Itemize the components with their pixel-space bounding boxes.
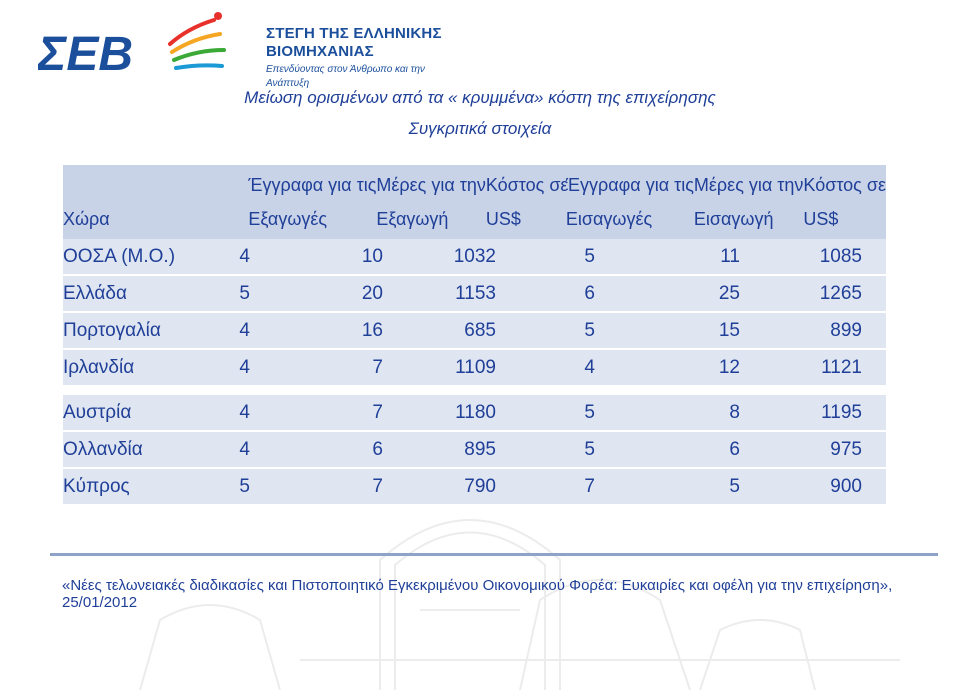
cell-value: 12: [718, 356, 740, 378]
seb-logo-mark: [38, 8, 238, 80]
cell-value: 5: [584, 319, 595, 341]
header-export-documents: Έγγραφα για τις Εξαγωγές: [248, 175, 377, 229]
cell-value: 685: [464, 319, 496, 341]
cell-value: 1032: [453, 245, 496, 267]
cell-value: 5: [584, 438, 595, 460]
cell-country: Κύπρος: [63, 475, 130, 497]
cell-value: 5: [584, 401, 595, 423]
cell-value: 7: [372, 475, 383, 497]
table-row: [63, 469, 886, 504]
cell-value: 7: [372, 401, 383, 423]
cell-country: Ολλανδία: [63, 438, 143, 460]
cell-country: Αυστρία: [63, 401, 132, 423]
cell-value: 5: [239, 282, 250, 304]
cell-value: 8: [729, 401, 740, 423]
header-import-cost: Κόστος σε US$: [803, 175, 886, 229]
cell-value: 4: [584, 356, 595, 378]
cell-country: Ιρλανδία: [63, 356, 135, 378]
cell-value: 895: [464, 438, 496, 460]
cell-value: 10: [361, 245, 383, 267]
table-row: [63, 350, 886, 385]
table-row: [63, 276, 886, 311]
table-row: [63, 239, 886, 274]
cell-value: 1195: [821, 401, 862, 423]
cell-value: 4: [239, 319, 250, 341]
cell-country: Ελλάδα: [63, 282, 127, 304]
header-country: Χώρα: [63, 209, 110, 229]
seb-logo: [38, 8, 468, 89]
header-import-days: Μέρες για την Εισαγωγή: [693, 175, 804, 229]
cell-country: ΟΟΣΑ (Μ.Ο.): [63, 245, 176, 267]
table-row: [63, 395, 886, 430]
cell-value: 1085: [819, 245, 862, 267]
cell-value: 1180: [455, 401, 496, 423]
cell-value: 5: [729, 475, 740, 497]
cell-value: 20: [361, 282, 383, 304]
comparison-table: [63, 165, 886, 504]
table-header-row: [63, 165, 886, 239]
cell-country: Πορτογαλία: [63, 319, 161, 341]
footer-divider: [50, 553, 938, 556]
table-row: [63, 313, 886, 348]
page-title: Μείωση ορισμένων από τα « κρυμμένα» κόστη της επιχείρησης: [244, 88, 716, 107]
cell-value: 6: [584, 282, 595, 304]
cell-value: 4: [239, 356, 250, 378]
header-export-cost: Κόστος σε US$: [485, 175, 569, 229]
cell-value: 6: [729, 438, 740, 460]
logo-tagline: Επενδύοντας στον Άνθρωπο και την Ανάπτυξη: [266, 64, 425, 89]
cell-value: 975: [830, 438, 862, 460]
cell-value: 5: [584, 245, 595, 267]
cell-value: 899: [830, 319, 862, 341]
svg-text:ΣΕΒ: ΣΕΒ: [38, 28, 134, 80]
cell-value: 4: [239, 438, 250, 460]
cell-value: 790: [464, 475, 496, 497]
cell-value: 6: [372, 438, 383, 460]
page-subtitle: Συγκριτικά στοιχεία: [408, 119, 552, 138]
cell-value: 1153: [455, 282, 496, 304]
cell-value: 7: [372, 356, 383, 378]
cell-value: 5: [239, 475, 250, 497]
cell-value: 900: [830, 475, 862, 497]
cell-value: 1109: [455, 356, 496, 378]
cell-value: 4: [239, 245, 250, 267]
cell-value: 11: [720, 245, 740, 267]
cell-value: 25: [718, 282, 740, 304]
cell-value: 16: [361, 319, 383, 341]
cell-value: 7: [584, 475, 595, 497]
cell-value: 1265: [819, 282, 862, 304]
logo-line1: ΣΤΕΓΗ ΤΗΣ ΕΛΛΗΝΙΚΗΣ: [266, 25, 442, 42]
header-import-documents: Έγγραφα για τις Εισαγωγές: [565, 175, 694, 229]
cell-value: 1121: [821, 356, 862, 378]
table-row: [63, 432, 886, 467]
header-export-days: Μέρες για την Εξαγωγή: [376, 175, 486, 229]
cell-value: 15: [718, 319, 740, 341]
cell-value: 4: [239, 401, 250, 423]
logo-line2: ΒΙΟΜΗΧΑΝΙΑΣ: [266, 43, 374, 60]
footer-caption: «Νέες τελωνειακές διαδικασίες και Πιστοποιητικό Εγκεκριμένου Οικονομικού Φορέα: Ευκαιρίες και οφέλη για την επιχείρηση», 25/01/2012: [62, 577, 893, 611]
